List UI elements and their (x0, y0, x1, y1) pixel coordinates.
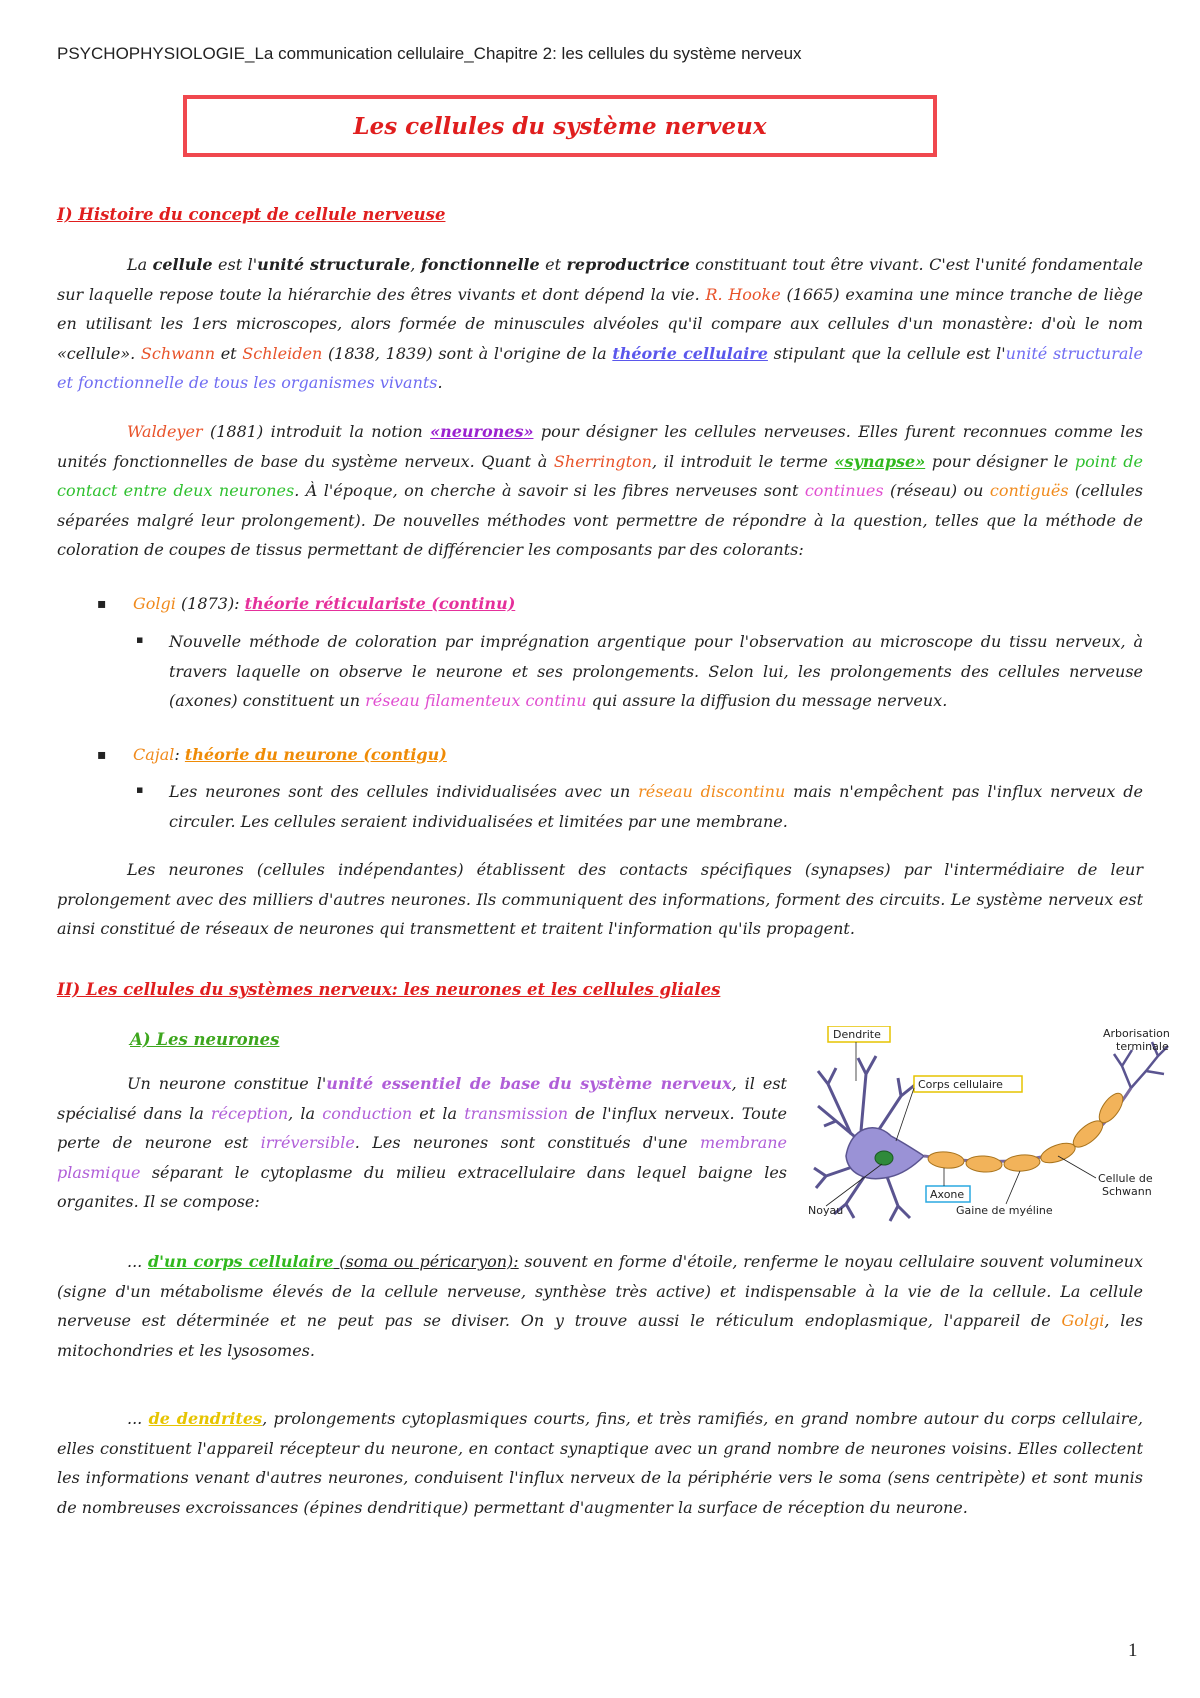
running-header: PSYCHOPHYSIOLOGIE_La communication cellulaire_Chapitre 2: les cellules du système nerveux (57, 44, 802, 63)
label-arborisation: Arborisation (1103, 1027, 1170, 1040)
label-noyau: Noyau (808, 1204, 844, 1217)
page-number: 1 (1128, 1640, 1138, 1661)
page-title: Les cellules du système nerveux (353, 112, 767, 140)
label-dendrite: Dendrite (833, 1028, 881, 1041)
myelin-segment (1003, 1153, 1040, 1172)
neurone-paragraph: Un neurone constitue l'unité essentiel de base du système nerveux, il est spécialisé dans la réception, la conduction et la transmission de l'influx nerveux. Toute perte de neurone est irréversible. Les neurones sont constitués d'une membrane plasmique séparant le cytoplasme du milieu extracellulaire dans lequel baigne les organites. Il se compose: (57, 1074, 787, 1211)
myelin-segment (1038, 1139, 1077, 1166)
label-terminale: terminale (1116, 1040, 1169, 1053)
sub-bullet-cajal: Les neurones sont des cellules individualisées avec un réseau discontinu mais n'empêchent pas l'influx nerveux de circuler. Les cellules seraient individualisées et limitées par une membrane. (169, 782, 1143, 831)
section1-paragraph2: Waldeyer (1881) introduit la notion «neurones» pour désigner les cellules nerveuses. Elles furent reconnues comme les unités fonctionnelles de base du système nerveux. Quant à Sherrington, il introduit le terme «synapse» pour désigner le point de contact entre deux neurones. À l'époque, on cherche à savoir si les fibres nerveuses sont continues (réseau) ou contiguës (cellules séparées malgré leur prolongement). De nouvelles méthodes vont permettre de répondre à la question, telles que la méthode de coloration de coupes de tissus permettant de différencier les composants par des colorants: (57, 422, 1144, 559)
neuron-diagram (806, 1026, 1186, 1228)
title-box (183, 95, 937, 157)
label-axone: Axone (930, 1188, 965, 1201)
sub-bullet-marker: ▪ (136, 783, 144, 796)
nucleus (875, 1151, 893, 1165)
dendrites-paragraph: ... de dendrites, prolongements cytoplasmiques courts, fins, et très ramifiés, en grand nombre autour du corps cellulaire, elles constituent l'appareil récepteur du neurone, en contact synaptique avec un grand nombre de neurones voisins. Elles collectent les informations venant d'autres neurones, conduisent l'influx nerveux de la périphérie vers le soma (sens centripète) et sont munis de nombreuses excroissances (épines dendritique) permettant d'augmenter la surface de réception du neurone. (57, 1409, 1144, 1517)
bullet-cajal: Cajal: théorie du neurone (contigu) (133, 745, 447, 764)
label-cellule-de: Cellule de (1098, 1172, 1153, 1185)
myelin-segment (927, 1150, 964, 1169)
sub-bullet-golgi: Nouvelle méthode de coloration par imprégnation argentique pour l'observation au microscope du tissu nerveux, à travers laquelle on observe le neurone et ses prolongements. Selon lui, les prolongements des cellules nerveuse (axones) constituent un réseau filamenteux continu qui assure la diffusion du message nerveux. (169, 632, 1143, 710)
section1-heading: I) Histoire du concept de cellule nerveuse (57, 205, 446, 224)
label-gaine: Gaine de myéline (956, 1204, 1053, 1217)
sub-bullet-marker: ▪ (136, 633, 144, 646)
bullet-golgi: Golgi (1873): théorie réticulariste (continu) (133, 594, 516, 613)
section2-subheading: A) Les neurones (130, 1030, 280, 1049)
corps-cellulaire-paragraph: ... d'un corps cellulaire (soma ou péricaryon): souvent en forme d'étoile, renferme le noyau cellulaire souvent volumineux (signe d'un métabolisme élevés de la cellule nerveuse, synthèse très active) et indispensable à la vie de la cellule. La cellule nerveuse est déterminée et ne peut pas se diviser. On y trouve aussi le réticulum endoplasmique, l'appareil de Golgi, les mitochondries et les lysosomes. (57, 1252, 1144, 1360)
section1-paragraph3: Les neurones (cellules indépendantes) établissent des contacts spécifiques (synapses) par l'intermédiaire de leur prolongement avec des milliers d'autres neurones. Ils communiquent des informations, forment des circuits. Le système nerveux est ainsi constitué de réseaux de neurones qui transmettent et traitent l'information qu'ils propagent. (57, 860, 1143, 938)
bullet-marker: ▪ (97, 596, 107, 612)
section2-heading: II) Les cellules du systèmes nerveux: les neurones et les cellules gliales (57, 980, 721, 999)
myelin-segment (966, 1155, 1003, 1173)
section1-paragraph1: La cellule est l'unité structurale, fonctionnelle et reproductrice constituant tout être vivant. C'est l'unité fondamentale sur laquelle repose toute la hiérarchie des êtres vivants et dont dépend la vie. R. Hooke (1665) examina une mince tranche de liège en utilisant les 1ers microscopes, alors formée de minuscules alvéoles qu'il compare aux cellules d'un monastère: d'où le nom «cellule». Schwann et Schleiden (1838, 1839) sont à l'origine de la théorie cellulaire stipulant que la cellule est l'unité structurale et fonctionnelle de tous les organismes vivants. (57, 255, 1144, 392)
label-schwann: Schwann (1102, 1185, 1152, 1198)
label-corps-cellulaire: Corps cellulaire (918, 1078, 1003, 1091)
bullet-marker: ▪ (97, 747, 107, 763)
